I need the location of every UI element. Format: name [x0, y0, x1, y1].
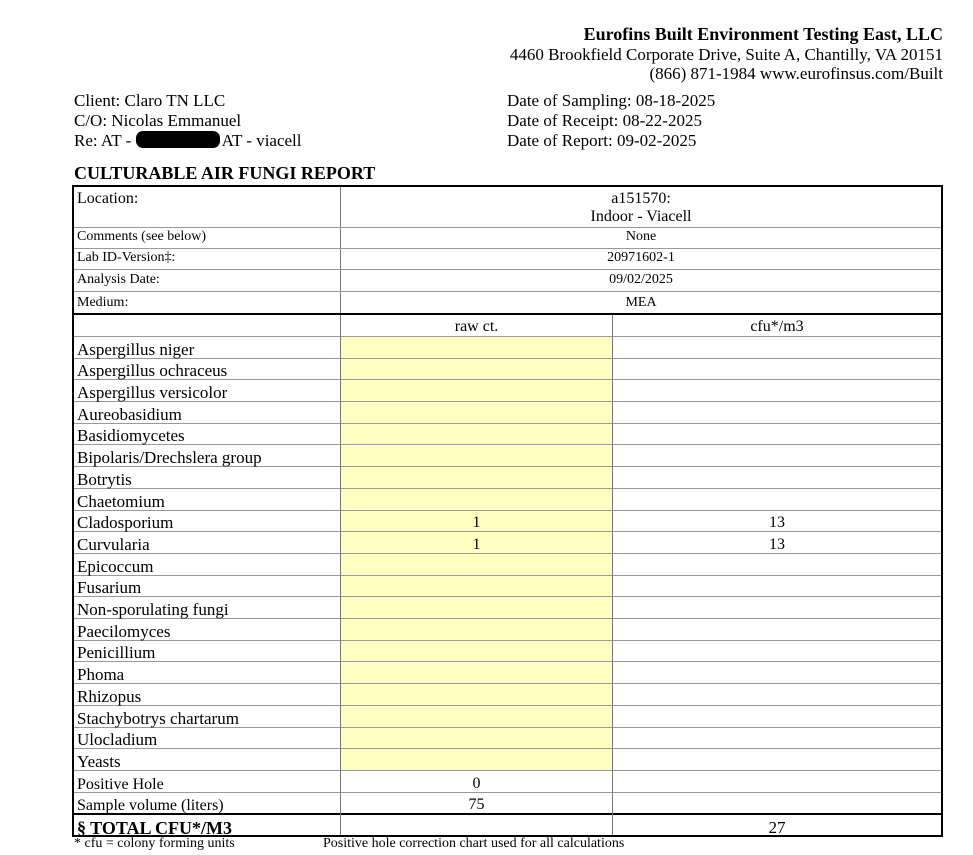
- organism-row: [74, 706, 941, 728]
- meta-label: Location:: [77, 190, 139, 207]
- meta-row-analysis-date: [74, 270, 941, 292]
- cfu-cell: [613, 728, 941, 749]
- organism-row: [74, 467, 941, 489]
- project-reference-suffix: AT - viacell: [221, 131, 302, 150]
- cfu-cell: [613, 749, 941, 770]
- organism-row: [74, 554, 941, 576]
- row-label: Stachybotrys chartarum: [77, 708, 239, 728]
- column-divider: [340, 315, 341, 835]
- raw-count-cell: [341, 663, 612, 684]
- organism-row: [74, 337, 941, 359]
- cfu-header-cell: [613, 315, 941, 336]
- raw-count-cell: [341, 337, 612, 358]
- raw-count-cell: [341, 446, 612, 467]
- raw-count-cell: [341, 706, 612, 727]
- lab-address: 4460 Brookfield Corporate Drive, Suite A, Chantilly, VA 20151: [509, 45, 943, 64]
- row-label: Basidiomycetes: [77, 426, 185, 446]
- raw-count-cell: [341, 684, 612, 705]
- organism-row: [74, 641, 941, 663]
- organism-row: [74, 511, 941, 533]
- cfu-cell: [613, 619, 941, 640]
- meta-row-medium: [74, 292, 941, 313]
- meta-label: Comments (see below): [77, 229, 207, 244]
- row-label: Rhizopus: [77, 686, 142, 706]
- organism-row: [74, 359, 941, 381]
- raw-count-cell: [341, 597, 612, 618]
- cfu-cell: [613, 380, 941, 401]
- cfu-cell: [613, 576, 941, 597]
- cfu-cell: [613, 446, 941, 467]
- sample-info-table: [72, 185, 943, 315]
- organism-row: [74, 597, 941, 619]
- raw-count-cell: [341, 359, 612, 380]
- row-label: Non-sporulating fungi: [77, 600, 229, 620]
- row-label: Cladosporium: [77, 513, 174, 533]
- organism-row: [74, 380, 941, 402]
- results-table: [72, 313, 943, 837]
- organism-row: [74, 402, 941, 424]
- organism-row: [74, 424, 941, 446]
- cfu-cell: [613, 402, 941, 423]
- row-label: Curvularia: [77, 534, 150, 554]
- row-label: Aureobasidium: [77, 404, 182, 424]
- cfu-cell: [613, 424, 941, 445]
- raw-count-cell: [341, 424, 612, 445]
- raw-count-cell: [341, 532, 612, 553]
- cfu-cell: [613, 641, 941, 662]
- cfu-cell: [613, 511, 941, 532]
- cfu-cell: [613, 467, 941, 488]
- meta-value: MEA: [625, 295, 657, 310]
- organism-row: [74, 532, 941, 554]
- redaction-bar: [136, 131, 220, 148]
- meta-row-location: [74, 187, 941, 228]
- raw-count-cell: [341, 489, 612, 510]
- raw-count-cell: [341, 771, 612, 792]
- row-label: Epicoccum: [77, 556, 154, 576]
- organism-row: [74, 728, 941, 750]
- row-label: Aspergillus versicolor: [77, 383, 228, 403]
- organism-row: [74, 749, 941, 771]
- cfu-cell: [613, 684, 941, 705]
- cfu-cell: [613, 771, 941, 792]
- lab-name: Eurofins Built Environment Testing East, LLC: [583, 24, 943, 44]
- meta-label: Medium:: [77, 295, 129, 310]
- row-label: Positive Hole: [77, 775, 164, 793]
- meta-value: 09/02/2025: [609, 272, 673, 287]
- organism-row: [74, 576, 941, 598]
- row-label: Ulocladium: [77, 730, 158, 750]
- meta-value: None: [625, 229, 657, 244]
- organism-row: [74, 619, 941, 641]
- row-label: Phoma: [77, 665, 125, 685]
- client-contact: C/O: Nicolas Emmanuel: [74, 111, 242, 130]
- cfu-value: 13: [769, 514, 785, 532]
- raw-count-value: 1: [472, 535, 481, 553]
- raw-count-cell: [341, 641, 612, 662]
- raw-count-cell: [341, 467, 612, 488]
- row-label: Aspergillus ochraceus: [77, 361, 228, 381]
- date-of-report: Date of Report: 09-02-2025: [507, 131, 697, 150]
- cfu-cell: [613, 597, 941, 618]
- cfu-cell: [613, 793, 941, 814]
- project-reference-prefix: Re: AT -: [74, 131, 132, 150]
- row-label: Bipolaris/Drechslera group: [77, 448, 262, 468]
- row-label: Chaetomium: [77, 491, 165, 511]
- client-name: Client: Claro TN LLC: [74, 91, 226, 110]
- summary-row: [74, 771, 941, 793]
- raw-count-cell: [341, 402, 612, 423]
- organism-row: [74, 446, 941, 468]
- raw-count-cell: [341, 554, 612, 575]
- cfu-cell: [613, 359, 941, 380]
- summary-row: [74, 793, 941, 815]
- raw-count-value: 0: [472, 774, 481, 792]
- column-divider: [612, 315, 613, 835]
- results-header-row: [74, 315, 941, 337]
- row-label: Fusarium: [77, 578, 142, 598]
- raw-count-value: 1: [472, 514, 481, 532]
- meta-value: a151570:: [611, 190, 671, 207]
- meta-label: Analysis Date:: [77, 272, 160, 287]
- raw-count-header-cell: [341, 315, 612, 336]
- raw-count-cell: [341, 380, 612, 401]
- row-label: Yeasts: [77, 751, 121, 771]
- raw-count-header: raw ct.: [454, 318, 499, 335]
- row-label: Sample volume (liters): [77, 797, 224, 815]
- raw-count-cell: [341, 511, 612, 532]
- total-row: [74, 813, 941, 837]
- total-cfu-value: 27: [768, 818, 786, 838]
- organism-row: [74, 489, 941, 511]
- cfu-cell: [613, 489, 941, 510]
- raw-count-value: 75: [468, 796, 485, 814]
- project-reference: [74, 131, 302, 151]
- meta-value: Indoor - Viacell: [590, 208, 692, 225]
- row-label: Botrytis: [77, 469, 132, 489]
- correction-footnote: Positive hole correction chart used for all calculations: [323, 836, 625, 851]
- date-of-receipt: Date of Receipt: 08-22-2025: [507, 111, 702, 130]
- report-title: CULTURABLE AIR FUNGI REPORT: [74, 163, 376, 183]
- cfu-cell: [613, 663, 941, 684]
- raw-count-cell: [341, 728, 612, 749]
- cfu-cell: [613, 337, 941, 358]
- raw-count-cell: [341, 749, 612, 770]
- cfu-value: 13: [769, 535, 785, 553]
- raw-count-cell: [341, 619, 612, 640]
- organism-row: [74, 684, 941, 706]
- cfu-cell: [613, 532, 941, 553]
- meta-label: Lab ID-Version‡:: [77, 250, 176, 265]
- meta-row-lab-id: [74, 248, 941, 270]
- row-label: Aspergillus niger: [77, 339, 195, 359]
- row-label: Penicillium: [77, 643, 156, 663]
- cfu-header: cfu*/m3: [750, 318, 804, 335]
- cfu-footnote: * cfu = colony forming units: [74, 836, 235, 851]
- total-label: § TOTAL CFU*/M3: [77, 818, 233, 839]
- meta-row-comments: [74, 227, 941, 249]
- organism-row: [74, 663, 941, 685]
- lab-contact: (866) 871-1984 www.eurofinsus.com/Built: [649, 64, 943, 83]
- raw-count-cell: [341, 793, 612, 814]
- raw-count-cell: [341, 576, 612, 597]
- meta-value: 20971602-1: [607, 250, 675, 265]
- row-label: Paecilomyces: [77, 621, 171, 641]
- total-cfu-cell: [613, 815, 941, 837]
- cfu-cell: [613, 554, 941, 575]
- date-of-sampling: Date of Sampling: 08-18-2025: [507, 91, 716, 110]
- cfu-cell: [613, 706, 941, 727]
